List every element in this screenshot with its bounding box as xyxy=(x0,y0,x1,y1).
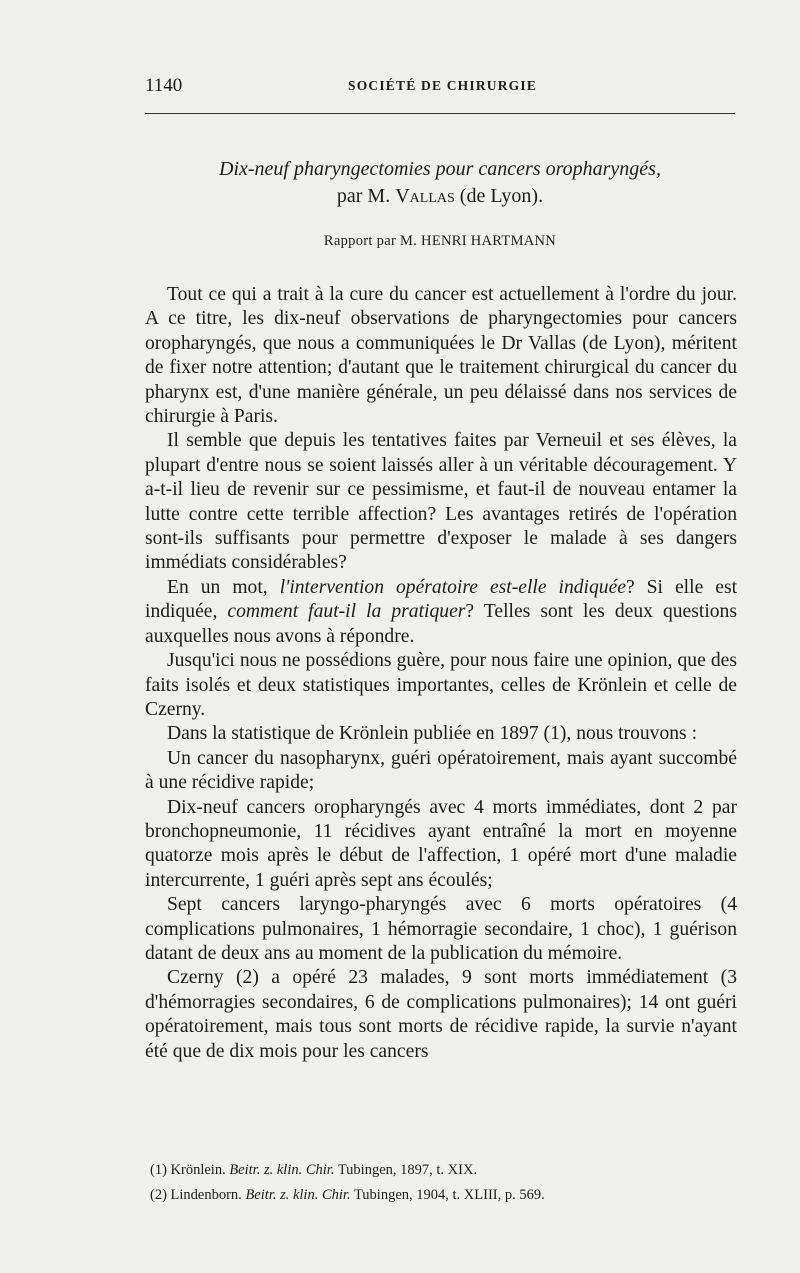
paragraph: Tout ce qui a trait à la cure du cancer est actuellement à l'ordre du jour. A ce titre, les dix-neuf observations de pharyngectomies pour cancers oropharyngés, que nous a communiquées le Dr Vallas (de Lyon), méritent de fixer notre attention; d'autant que le traitement chirurgical du cancer du pharynx est, d'une manière générale, un peu délaissé dans nos services de chirurgie à Paris. xyxy=(145,284,737,428)
article-title xyxy=(145,156,735,210)
paragraph: En un mot, l'intervention opératoire est-elle indiquée? Si elle est indiquée, comment faut-il la pratiquer? Telles sont les deux questions auxquelles nous avons à répondre. xyxy=(145,576,738,647)
page-number: 1140 xyxy=(145,75,183,96)
running-title: SOCIÉTÉ DE CHIRURGIE xyxy=(348,78,538,93)
paragraph: Un cancer du nasopharynx, guéri opératoirement, mais ayant succombé à une récidive rapide; xyxy=(145,747,737,794)
header-rule xyxy=(145,113,735,114)
rapport-line: Rapport par M. HENRI HARTMANN xyxy=(323,233,557,249)
article-body xyxy=(145,283,737,1064)
paragraph: Jusqu'ici nous ne possédions guère, pour nous faire une opinion, que des faits isolés et deux statistiques importantes, celles de Krönlein et celle de Czerny. xyxy=(145,650,737,720)
paragraph: Sept cancers laryngo-pharyngés avec 6 morts opératoires (4 complications pulmonaires, 1 hémorragie secondaire, 1 choc), 1 guérison datant de deux ans au moment de la publication du mémoire. xyxy=(145,894,737,964)
footnote-1: (1) Krönlein. Beitr. z. klin. Chir. Tubingen, 1897, t. XIX. xyxy=(150,1162,478,1178)
title-line: Dix-neuf pharyngectomies pour cancers oropharyngés, xyxy=(219,158,661,180)
paragraph: Czerny (2) a opéré 23 malades, 9 sont morts immédiatement (3 d'hémorragies secondaires, 6 de complications pulmonaires); 14 ont guéri opératoirement, mais tous sont morts de récidive rapide, la survie n'ayant été que de dix mois pour les cancers xyxy=(145,967,737,1062)
running-header xyxy=(145,75,735,99)
author-name: Vallas xyxy=(395,185,455,207)
paragraph: Dans la statistique de Krönlein publiée en 1897 (1), nous trouvons : xyxy=(167,723,698,745)
author-line: par M. Vallas (de Lyon). xyxy=(336,185,544,207)
paragraph: Il semble que depuis les tentatives faites par Verneuil et ses élèves, la plupart d'entre nous se soient laissés aller à un véritable découragement. Y a-t-il lieu de revenir sur ce pessimisme, et faut-il de nouveau entamer la lutte contre cette terrible affection? Les avantages retirés de l'opération sont-ils suffisants pour permettre d'exposer le malade à ses dangers immédiats considérables? xyxy=(145,430,737,574)
footnote-2: (2) Lindenborn. Beitr. z. klin. Chir. Tubingen, 1904, t. XLIII, p. 569. xyxy=(150,1187,545,1203)
paragraph: Dix-neuf cancers oropharyngés avec 4 morts immédiates, dont 2 par bronchopneumonie, 11 récidives ayant entraîné la mort en moyenne quatorze mois après le début de l'affection, 1 opéré mort d'une maladie intercurrente, 1 guéri après sept ans écoulés; xyxy=(145,796,737,891)
